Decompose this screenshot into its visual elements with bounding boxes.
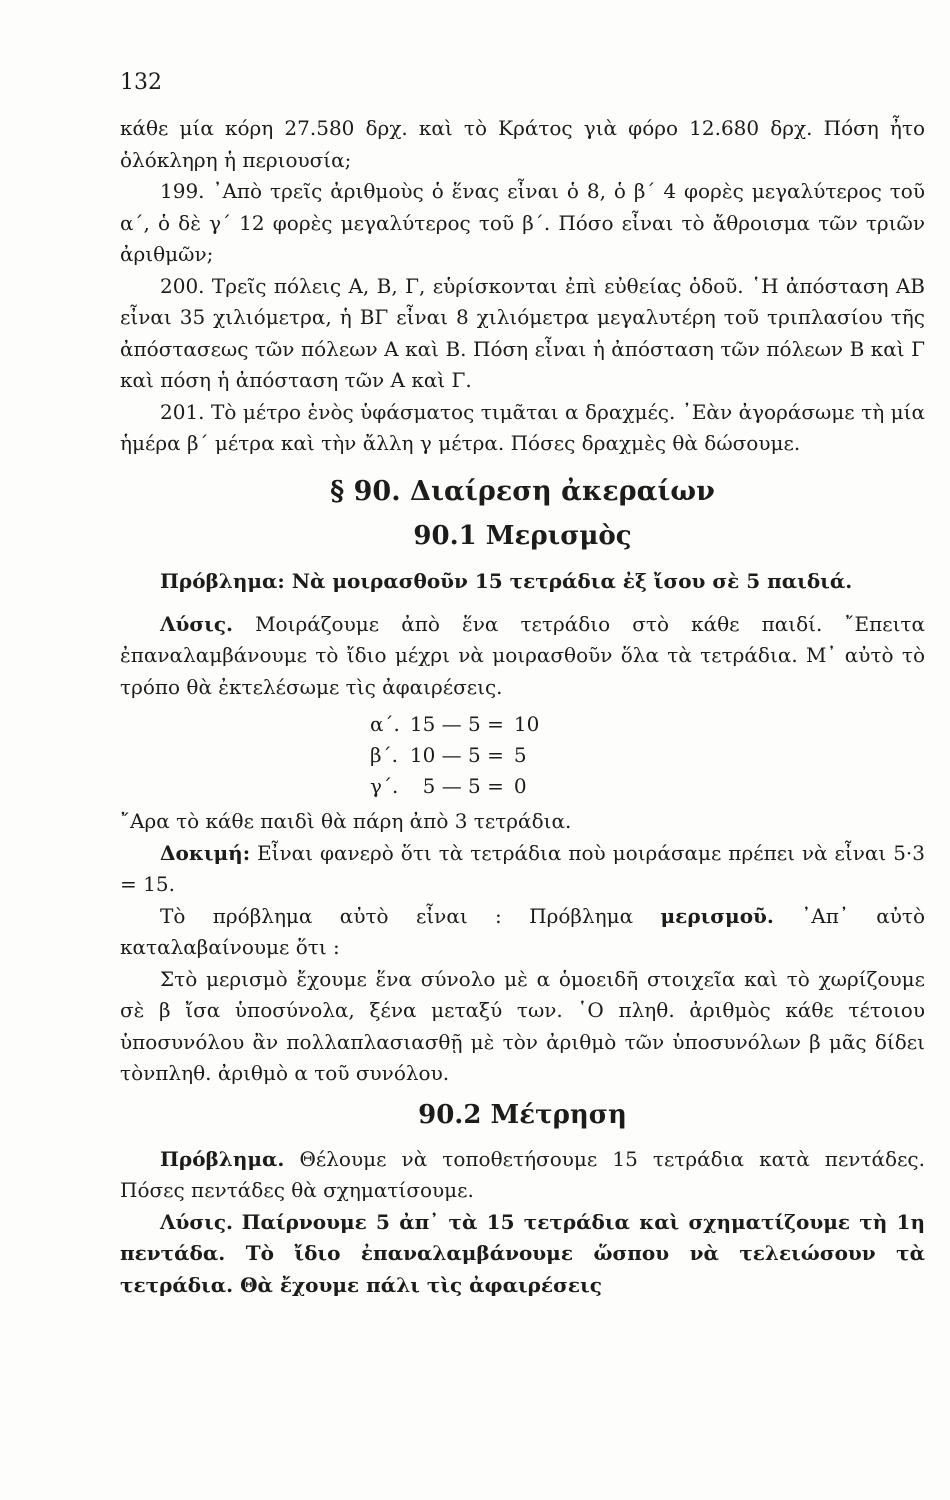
paragraph-continuation: κάθε μία κόρη 27.580 δρχ. καὶ τὸ Κράτος γιὰ φόρο 12.680 δρχ. Πόση ἦτο ὁλόκληρη ἡ περιουσία; xyxy=(120,116,925,172)
op-label: β΄. xyxy=(370,743,398,767)
subsection-title-1: 90.1 Μερισμὸς xyxy=(413,520,632,551)
op-expr: 15 — 5 = xyxy=(409,712,504,736)
op-label: α΄. xyxy=(370,712,400,736)
section-title: § 90. Διαίρεση ἀκεραίων xyxy=(330,475,715,507)
conclusion: ῎Αρα τὸ κάθε παιδὶ θὰ πάρη ἀπὸ 3 τετράδια. xyxy=(120,809,572,833)
solution-1-label: Λύσις. xyxy=(160,611,233,636)
check xyxy=(120,838,925,901)
exercise-199: 199. ᾿Απὸ τρεῖς ἀριθμοὺς ὁ ἕνας εἶναι ὁ 8, ὁ β΄ 4 φορὲς μεγαλύτερος τοῦ α΄, ὁ δὲ γ΄ 12 φορὲς μεγαλύτερος τοῦ β΄. Πόσο εἶναι τὸ ἄθροισμα τῶν τριῶν ἀριθμῶν; xyxy=(120,179,925,266)
check-label: Δοκιμή: xyxy=(160,840,251,865)
solution-1 xyxy=(120,609,925,704)
solution-2-label: Λύσις. xyxy=(160,1209,233,1234)
problem-type-rest: ᾿Απ᾿ αὐτὸ καταλαβαίνουμε ὅτι : xyxy=(120,903,926,959)
op-label: γ΄. xyxy=(370,774,399,798)
problem-2-label: Πρόβλημα. xyxy=(160,1146,285,1171)
solution-2-text: Παίρνουμε 5 ἀπ᾿ τὰ 15 τετράδια καὶ σχηματίζουμε τὴ 1η πεντάδα. Τὸ ἴδιο ἐπαναλαμβάνουμε ὥσπου νὰ τελειώσουν τὰ τετράδια. Θὰ ἔχουμε πάλι τὶς ἀφαιρέσεις xyxy=(120,1209,925,1297)
subtraction-table xyxy=(370,709,549,802)
op-result: 5 xyxy=(513,743,527,767)
page-number: 132 xyxy=(120,70,162,95)
solution-1-text: Μοιράζουμε ἀπὸ ἕνα τετράδιο στὸ κάθε παιδί. ῎Επειτα ἐπαναλαμβάνουμε τὸ ἴδιο μέχρι νὰ μοιρασθοῦν ὅλα τὰ τετράδια. Μ᾿ αὐτὸ τὸ τρόπο θὰ ἐκτελέσωμε τὶς ἀφαιρέσεις. xyxy=(120,611,925,699)
problem-2-text: Θέλουμε νὰ τοποθετήσουμε 15 τετράδια κατὰ πεντάδες. Πόσες πεντάδες θὰ σχηματίσουμε. xyxy=(120,1146,925,1202)
problem-type-bold: μερισμοῦ. xyxy=(660,903,774,928)
exercise-201: 201. Τὸ μέτρο ἑνὸς ὑφάσματος τιμᾶται α δραχμές. ᾿Εὰν ἀγοράσωμε τὴ μία ἡμέρα β΄ μέτρα καὶ τὴν ἄλλη γ μέτρα. Πόσες δραχμὲς θὰ δώσουμε. xyxy=(120,399,925,455)
problem-type xyxy=(120,901,925,964)
subtraction-row xyxy=(370,771,549,802)
subtraction-row xyxy=(370,740,549,771)
subtraction-row xyxy=(370,709,549,740)
division-rule: Στὸ μερισμὸ ἔχουμε ἕνα σύνολο μὲ α ὁμοειδῆ στοιχεῖα καὶ τὸ χωρίζουμε σὲ β ἴσα ὑποσύνολα, ξένα μεταξύ των. ῾Ο πληθ. ἀριθμὸς κάθε τέτοιου ὑποσυνόλου ἂν πολλαπλασιασθῇ μὲ τὸν ἀριθμὸ τῶν ὑποσυνόλων β μᾶς δίδει τὸνπληθ. ἀριθμὸ α τοῦ συνόλου. xyxy=(120,966,925,1085)
op-expr: 10 — 5 = xyxy=(409,743,504,767)
problem-2 xyxy=(120,1144,925,1207)
exercise-200: 200. Τρεῖς πόλεις Α, Β, Γ, εὑρίσκονται ἐπὶ εὐθείας ὁδοῦ. ῾Η ἀπόσταση ΑΒ εἶναι 35 χιλιόμετρα, ἡ ΒΓ εἶναι 8 χιλιόμετρα μεγαλυτέρη τοῦ τριπλασίου τῆς ἀπόστασεως τῶν πόλεων Α καὶ Β. Πόση εἶναι ἡ ἀπόσταση τῶν πόλεων Β καὶ Γ καὶ πόση ἡ ἀπόσταση τῶν Α καὶ Γ. xyxy=(120,273,925,392)
op-expr: 5 — 5 = xyxy=(422,774,504,798)
op-result: 0 xyxy=(513,774,527,798)
check-text: Εἶναι φανερὸ ὅτι τὰ τετράδια ποὺ μοιράσαμε πρέπει νὰ εἶναι 5·3 = 15. xyxy=(120,840,926,896)
subsection-title-2: 90.2 Μέτρηση xyxy=(418,1099,627,1130)
op-result: 10 xyxy=(513,712,540,736)
problem-1: Πρόβλημα: Νὰ μοιρασθοῦν 15 τετράδια ἐξ ἴσου σὲ 5 παιδιά. xyxy=(160,568,853,593)
solution-2 xyxy=(120,1207,925,1302)
problem-type-text: Τὸ πρόβλημα αὐτὸ εἶναι : Πρόβλημα xyxy=(160,903,634,928)
